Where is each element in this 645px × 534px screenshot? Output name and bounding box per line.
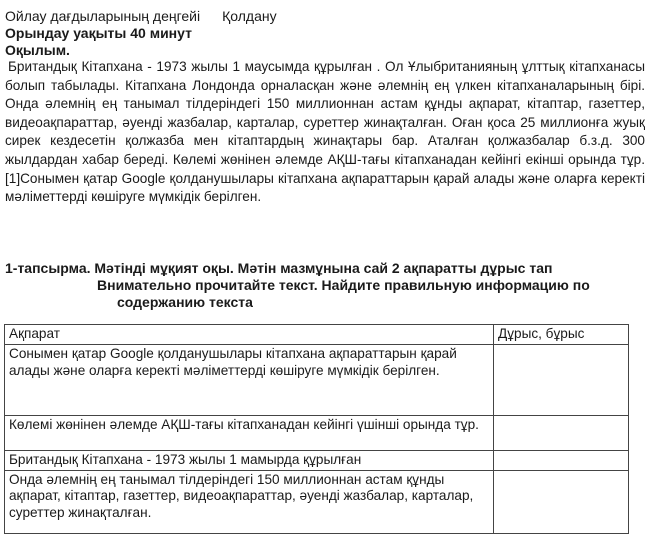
info-cell: Британдық Кітапхана - 1973 жылы 1 мамырда құрылған <box>5 451 494 471</box>
info-table <box>4 324 629 534</box>
task-line-kazakh: 1-тапсырма. Мәтінді мұқият оқы. Мәтін мазмұнына сай 2 ақпаратты дұрыс тап <box>5 260 553 276</box>
time-limit: Орындау уақыты 40 минут <box>5 25 192 41</box>
answer-cell[interactable] <box>494 470 629 533</box>
column-header-info: Ақпарат <box>5 325 494 345</box>
thinking-level-value: Қолдану <box>222 8 277 24</box>
table-header-row <box>5 325 629 345</box>
table-row <box>5 416 629 451</box>
table-row <box>5 470 629 533</box>
column-header-true-false: Дұрыс, бұрыс <box>494 325 629 345</box>
answer-cell[interactable] <box>494 345 629 416</box>
info-cell: Көлемі жөнінен әлемде АҚШ-тағы кітапханадан кейінгі үшінші орында тұр. <box>5 416 494 451</box>
table-row <box>5 451 629 471</box>
answer-cell[interactable] <box>494 451 629 471</box>
info-cell: Сонымен қатар Google қолданушылары кітапхана ақпараттарын қарай алады және оларға керекті мәліметтерді көшіруге мүмкідік берілген. <box>5 345 494 416</box>
task-line-russian: Внимательно прочитайте текст. Найдите правильную информацию по <box>97 277 590 293</box>
info-cell: Онда әлемнің ең танымал тілдеріндегі 150 миллионнан астам құнды ақпарат, кітаптар, газеттер, видеоақпараттар, әуенді жазбалар, карталар, суреттер жинақталған. <box>5 470 494 533</box>
task-line-russian-continued: содержанию текста <box>117 294 253 310</box>
section-title-reading: Оқылым. <box>5 42 70 58</box>
task-instruction <box>5 260 590 311</box>
thinking-level-label: Ойлау дағдыларының деңгейі <box>5 8 201 24</box>
thinking-level-line <box>5 8 277 24</box>
reading-text: Британдық Кітапхана - 1973 жылы 1 маусымда құрылған . Ол Ұлыбританияның ұлттық кітапханасы болып табылады. Кітапхана Лондонда орналасқан және әлемнің ең үлкен кітапханаларының бірі. Онда әлемнің ең танымал тілдеріндегі 150 миллионнан астам құнды ақпарат, кітаптар, газеттер, видеоақпараттар, әуенді жазбалар, карталар, суреттер жинақталған. Оған қоса 25 миллионға жуық сирек кездесетін қолжазба мен кітаптардың жинақтары бар. Аталған қолжазбалар б.з.д. 300 жылдардан хабар береді. Көлемі жөнінен әлемде АҚШ-тағы кітапханадан кейінгі екінші орында тұр.[1]Сонымен қатар Google қолданушылары кітапхана ақпараттарын қарай алады және оларға керекті мәліметтерді көшіруге мүмкідік берілген. <box>5 59 645 205</box>
answer-cell[interactable] <box>494 416 629 451</box>
table-row <box>5 345 629 416</box>
